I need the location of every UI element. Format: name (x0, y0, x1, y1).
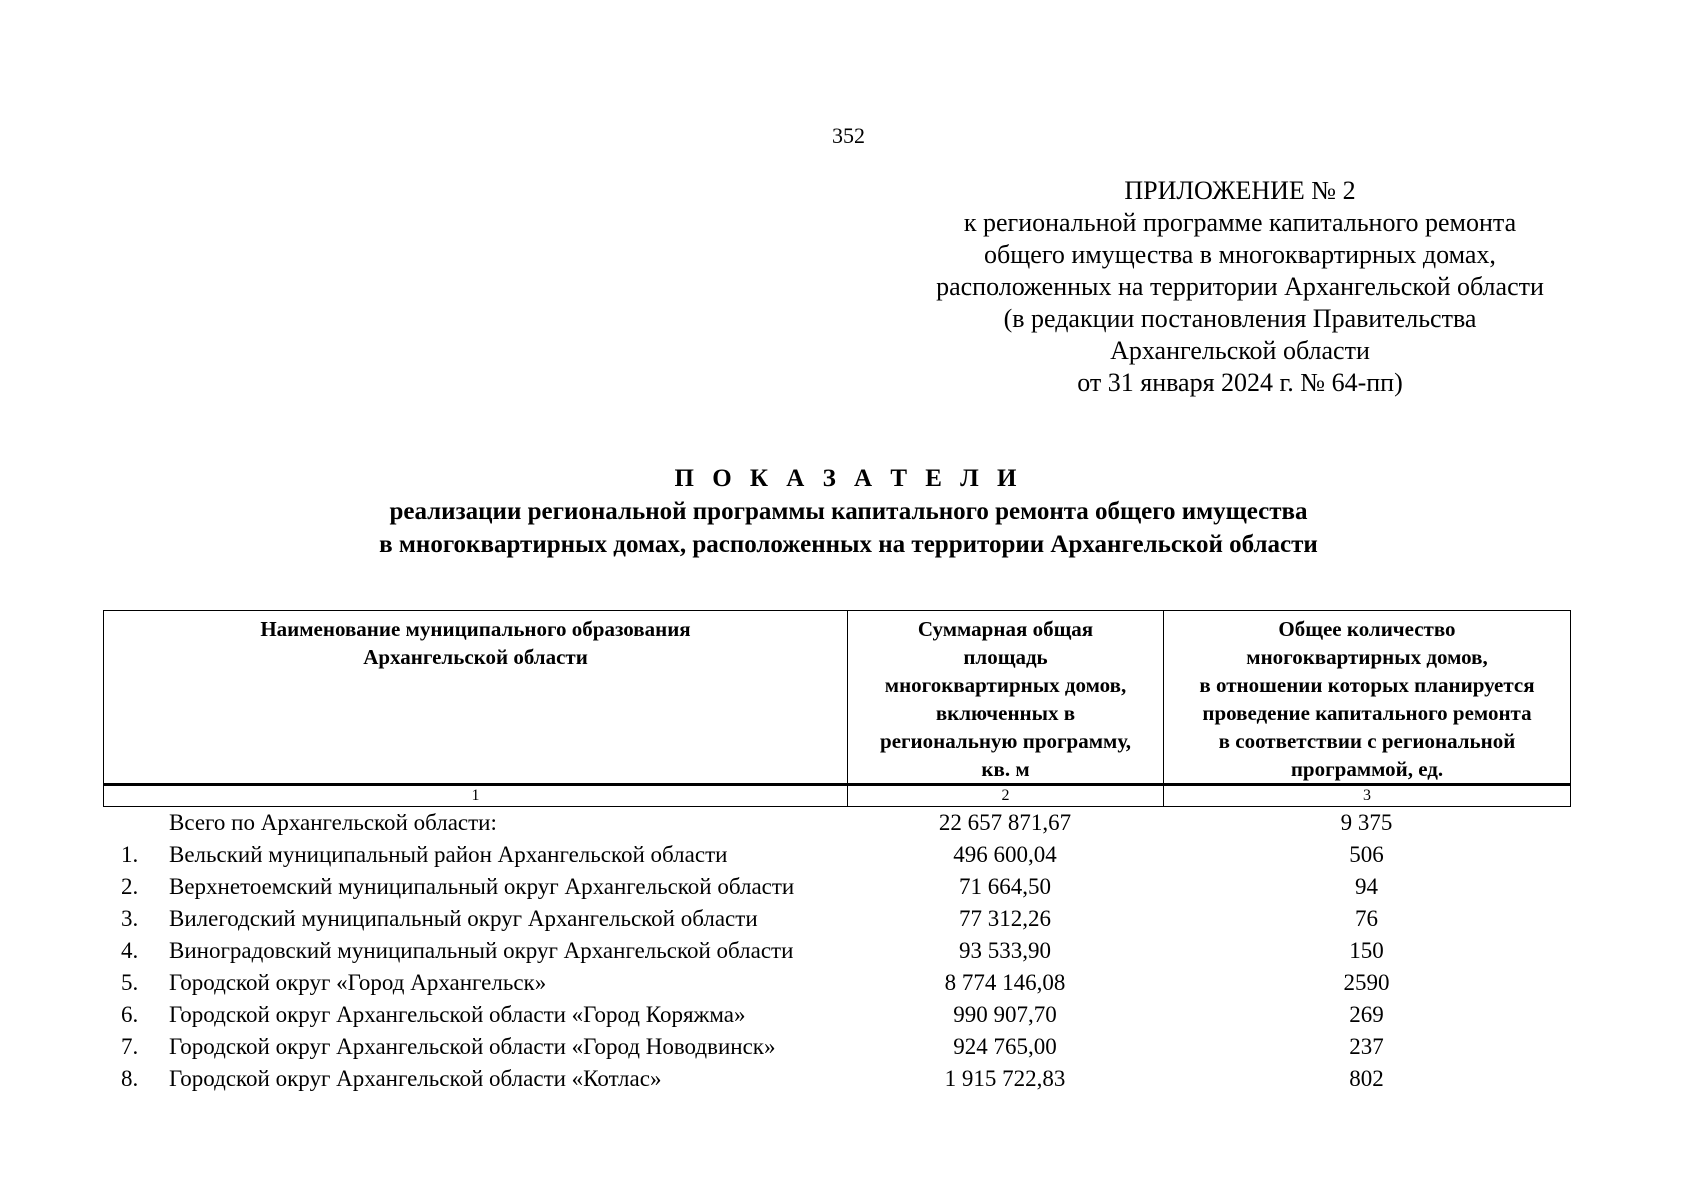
table-row (103, 935, 1570, 967)
row-index: 6. (121, 1002, 139, 1027)
column-number: 2 (848, 785, 1164, 807)
row-area: 990 907,70 (953, 1002, 1057, 1027)
row-municipality: Виноградовский муниципальный округ Архангельской области (169, 938, 794, 963)
row-municipality: Верхнетоемский муниципальный округ Архангельской области (169, 874, 795, 899)
row-count: 94 (1355, 874, 1378, 899)
document-subtitle: в многоквартирных домах, расположенных на территории Архангельской области (379, 531, 1318, 558)
table-row (103, 1031, 1570, 1063)
row-municipality: Всего по Архангельской области: (169, 810, 497, 835)
row-area: 93 533,90 (959, 938, 1051, 963)
header-area: Суммарная общая площадь многоквартирных домов, включенных в региональную программу, кв. м (848, 611, 1164, 785)
table-row (103, 903, 1570, 935)
appendix-block (905, 175, 1575, 399)
row-index: 4. (121, 938, 139, 963)
table-row (103, 839, 1570, 871)
header-municipality: Наименование муниципального образования Архангельской области (104, 611, 848, 785)
row-area: 22 657 871,67 (938, 810, 1072, 835)
appendix-line: от 31 января 2024 г. № 64-пп) (1077, 368, 1403, 397)
column-number-row (104, 785, 1571, 807)
row-index: 5. (121, 970, 139, 995)
document-title: П О К А З А Т Е Л И (674, 465, 1023, 492)
row-area: 8 774 146,08 (944, 970, 1066, 995)
row-index: 7. (121, 1034, 139, 1059)
column-number: 3 (1164, 785, 1571, 807)
row-municipality: Городской округ Архангельской области «Котлас» (169, 1066, 662, 1091)
row-area: 496 600,04 (953, 842, 1057, 867)
row-area: 77 312,26 (959, 906, 1051, 931)
appendix-line: (в редакции постановления Правительства (1003, 304, 1477, 333)
document-subtitle: реализации региональной программы капитального ремонта общего имущества (389, 498, 1308, 525)
appendix-title: ПРИЛОЖЕНИЕ № 2 (1124, 176, 1356, 205)
column-number: 1 (104, 785, 848, 807)
row-index: 8. (121, 1066, 139, 1091)
header-count: Общее количество многоквартирных домов, в отношении которых планируется проведение капитального ремонта в соответствии с региональной программой, ед. (1164, 611, 1571, 785)
row-count: 76 (1355, 906, 1378, 931)
document-heading (0, 462, 1697, 561)
table-row (103, 871, 1570, 903)
row-area: 924 765,00 (953, 1034, 1057, 1059)
table-row (103, 807, 1570, 839)
table-row (103, 967, 1570, 999)
appendix-line: Архангельской области (1110, 336, 1370, 365)
table-row (103, 999, 1570, 1031)
row-index: 3. (121, 906, 139, 931)
row-count: 2590 (1343, 970, 1390, 995)
row-count: 802 (1349, 1066, 1384, 1091)
appendix-line: общего имущества в многоквартирных домах, (984, 240, 1496, 269)
row-index: 1. (121, 842, 139, 867)
indicators-table (103, 610, 1570, 807)
table-row (103, 1063, 1570, 1095)
row-municipality: Городской округ Архангельской области «Город Коряжма» (169, 1002, 746, 1027)
row-count: 150 (1349, 938, 1384, 963)
row-area: 71 664,50 (959, 874, 1051, 899)
table-body (103, 807, 1570, 1095)
row-municipality: Вилегодский муниципальный округ Архангельской области (169, 906, 758, 931)
row-index: 2. (121, 874, 139, 899)
page-number: 352 (832, 123, 865, 148)
row-area: 1 915 722,83 (944, 1066, 1066, 1091)
row-count: 269 (1349, 1002, 1384, 1027)
appendix-line: к региональной программе капитального ремонта (963, 208, 1517, 237)
table-header-row (104, 611, 1571, 785)
row-municipality: Городской округ Архангельской области «Город Новодвинск» (169, 1034, 776, 1059)
row-count: 237 (1349, 1034, 1384, 1059)
row-count: 9 375 (1340, 810, 1393, 835)
row-municipality: Городской округ «Город Архангельск» (169, 970, 547, 995)
row-count: 506 (1349, 842, 1384, 867)
row-municipality: Вельский муниципальный район Архангельской области (169, 842, 728, 867)
appendix-line: расположенных на территории Архангельской области (936, 272, 1544, 301)
